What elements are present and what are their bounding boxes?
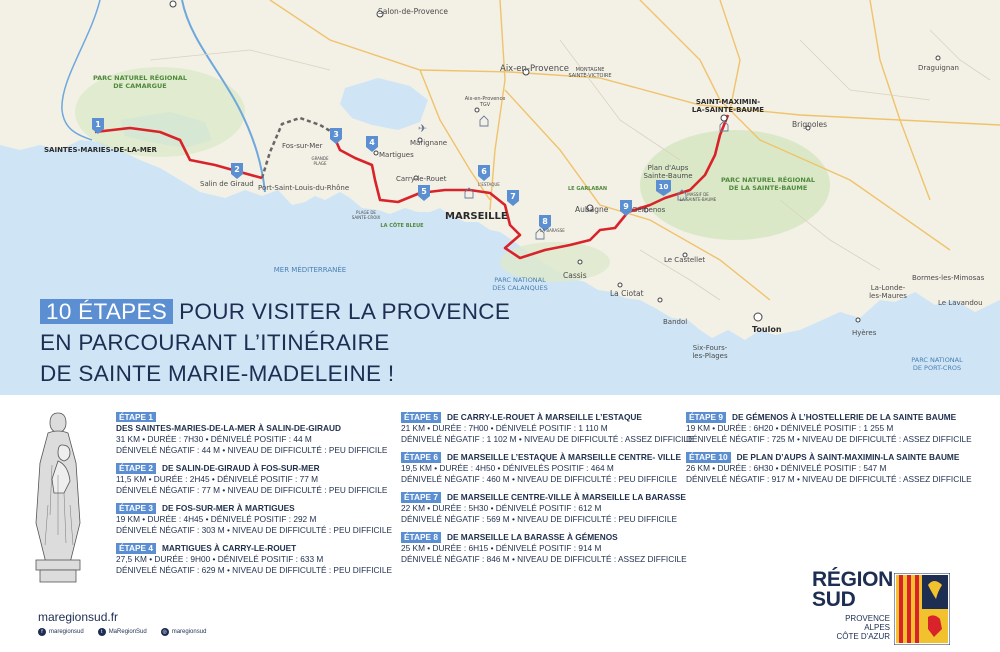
place-aix-tgv-1: Aix-en-Provence bbox=[464, 96, 506, 102]
region-sud-logo bbox=[812, 570, 952, 646]
title-line-3: DE SAINTE MARIE-MADELEINE ! bbox=[40, 361, 395, 386]
stage-9-line1: 19 KM • DURÉE : 6H20 • DÉNIVELÉ POSITIF : 1 255 M bbox=[686, 423, 894, 433]
shield-icon bbox=[894, 573, 950, 645]
stage-9 bbox=[686, 412, 972, 445]
stages-column-2 bbox=[401, 412, 694, 572]
park-portcros-2: DE PORT-CROS bbox=[912, 364, 962, 372]
park-camargue-2: DE CAMARGUE bbox=[113, 82, 167, 90]
place-aix-tgv-2: TGV bbox=[479, 102, 491, 108]
title-line-1 bbox=[40, 296, 510, 327]
place-plage-carry-2: SAINTE-CROIX bbox=[351, 215, 381, 220]
place-la-londe-1: La-Londe- bbox=[870, 284, 906, 292]
park-camargue-1: PARC NATUREL RÉGIONAL bbox=[92, 74, 188, 82]
park-sainte-baume-1: PARC NATUREL RÉGIONAL bbox=[720, 176, 816, 184]
social-facebook-label: maregionsud bbox=[49, 629, 84, 635]
place-massif-1: MASSIF DE bbox=[687, 192, 709, 197]
brand-name bbox=[812, 570, 893, 610]
stage-1-badge: ÉTAPE 1 bbox=[116, 412, 156, 422]
title-line-1-rest: POUR VISITER LA PROVENCE bbox=[179, 299, 511, 324]
brand-sub-line1: PROVENCE bbox=[845, 614, 890, 623]
place-plage-carry-1: PLAGE DE bbox=[356, 210, 376, 215]
place-six-fours-2: les-Plages bbox=[692, 352, 728, 360]
place-carry: Carry-le-Rouet bbox=[396, 175, 447, 183]
statue-illustration bbox=[18, 405, 98, 585]
airport-icon bbox=[418, 122, 427, 135]
social-instagram[interactable] bbox=[161, 628, 207, 636]
stage-1-line2: DÉNIVELÉ NÉGATIF : 44 M • NIVEAU DE DIFFICULTÉ : PEU DIFFICILE bbox=[116, 445, 388, 455]
place-la-londe-2: les-Maures bbox=[869, 292, 907, 300]
place-marignane: Marignane bbox=[410, 139, 448, 147]
stage-4-line2: DÉNIVELÉ NÉGATIF : 629 M • NIVEAU DE DIFFICULTÉ : PEU DIFFICILE bbox=[116, 565, 392, 575]
stage-7-badge: ÉTAPE 7 bbox=[401, 492, 441, 503]
stage-6 bbox=[401, 452, 694, 485]
stage-10 bbox=[686, 452, 972, 485]
sea-label: MER MÉDITERRANÉE bbox=[273, 266, 347, 274]
place-toulon: Toulon bbox=[752, 325, 782, 334]
stage-marker-2-label: 2 bbox=[234, 165, 240, 174]
stage-7-line2: DÉNIVELÉ NÉGATIF : 569 M • NIVEAU DE DIFFICULTÉ : PEU DIFFICILE bbox=[401, 514, 677, 524]
place-sainte-victoire: SAINTE-VICTOIRE bbox=[568, 73, 612, 79]
place-salon: Salon-de-Provence bbox=[378, 7, 449, 16]
place-hyeres: Hyères bbox=[852, 329, 877, 337]
stage-6-badge: ÉTAPE 6 bbox=[401, 452, 441, 463]
stage-7-title: DE MARSEILLE CENTRE-VILLE À MARSEILLE LA BARASSE bbox=[446, 492, 686, 502]
place-saint-max-1: SAINT-MAXIMIN- bbox=[695, 98, 761, 106]
stages-legend bbox=[0, 395, 1000, 652]
place-bandol: Bandol bbox=[663, 318, 688, 326]
place-montagne: MONTAGNE bbox=[575, 67, 605, 73]
title-line-2: EN PARCOURANT L’ITINÉRAIRE bbox=[40, 330, 390, 355]
stage-6-title: DE MARSEILLE L’ESTAQUE À MARSEILLE CENTRE- VILLE bbox=[446, 452, 681, 462]
place-massif-2: LA SAINTE-BAUME bbox=[679, 197, 717, 202]
place-lavandou: Le Lavandou bbox=[938, 299, 983, 307]
stage-4-line1: 27,5 KM • DURÉE : 9H00 • DÉNIVELÉ POSITIF : 633 M bbox=[116, 554, 324, 564]
facebook-icon: f bbox=[38, 628, 46, 636]
place-salin: Salin de Giraud bbox=[200, 180, 254, 188]
stage-marker-1-label: 1 bbox=[95, 120, 101, 129]
website-link[interactable]: maregionsud.fr bbox=[38, 610, 119, 624]
social-instagram-label: maregionsud bbox=[171, 629, 207, 635]
place-cassis: Cassis bbox=[563, 271, 587, 280]
stage-marker-10-label: 10 bbox=[658, 183, 669, 191]
svg-text:✈: ✈ bbox=[418, 122, 428, 135]
stage-5-badge: ÉTAPE 5 bbox=[401, 412, 441, 423]
stages-column-3 bbox=[686, 412, 972, 492]
social-twitter-label: MaRegionSud bbox=[108, 629, 147, 635]
stage-2-line1: 11,5 KM • DURÉE : 2H45 • DÉNIVELÉ POSITIF : 77 M bbox=[116, 474, 319, 484]
stage-marker-4-label: 4 bbox=[369, 138, 375, 147]
twitter-icon: t bbox=[98, 628, 106, 636]
place-barasse: LA BARASSE bbox=[540, 228, 565, 233]
place-grande-plage-1: GRANDE bbox=[311, 156, 329, 161]
park-portcros-1: PARC NATIONAL bbox=[911, 356, 963, 364]
park-sainte-baume-2: DE LA SAINTE-BAUME bbox=[728, 184, 808, 192]
stage-3 bbox=[116, 503, 392, 536]
stage-marker-5-label: 5 bbox=[421, 187, 427, 196]
place-brignoles: Brignoles bbox=[792, 120, 828, 129]
brand-name-line2: SUD bbox=[812, 588, 856, 611]
stage-5 bbox=[401, 412, 694, 445]
stage-2-title: DE SALIN-DE-GIRAUD À FOS-SUR-MER bbox=[161, 463, 320, 473]
stage-6-line1: 19,5 KM • DURÉE : 4H50 • DÉNIVELÉS POSITIF : 464 M bbox=[401, 463, 614, 473]
place-saint-max-2: LA-SAINTE-BAUME bbox=[691, 106, 765, 114]
place-garlaban: LE GARLABAN bbox=[568, 186, 608, 192]
stage-8-title: DE MARSEILLE LA BARASSE À GÉMENOS bbox=[446, 532, 618, 542]
title-highlight: 10 ÉTAPES bbox=[40, 299, 173, 324]
place-cote-bleue: LA CÔTE BLEUE bbox=[380, 223, 424, 229]
place-draguignan: Draguignan bbox=[918, 64, 959, 72]
stage-8-badge: ÉTAPE 8 bbox=[401, 532, 441, 543]
stage-marker-3-label: 3 bbox=[333, 130, 339, 139]
stage-marker-9-label: 9 bbox=[623, 202, 629, 211]
place-la-ciotat: La Ciotat bbox=[610, 289, 644, 298]
stage-7 bbox=[401, 492, 694, 525]
stage-8-line1: 25 KM • DURÉE : 6H15 • DÉNIVELÉ POSITIF : 914 M bbox=[401, 543, 602, 553]
social-facebook[interactable] bbox=[38, 628, 84, 636]
brand-name-line1: RÉGION bbox=[812, 568, 894, 591]
place-aubagne: Aubagne bbox=[575, 205, 609, 214]
stage-1 bbox=[116, 412, 392, 456]
park-calanques-1: PARC NATIONAL bbox=[494, 276, 546, 284]
stage-marker-6-label: 6 bbox=[481, 167, 487, 176]
place-saintes-maries: SAINTES-MARIES-DE-LA-MER bbox=[44, 146, 157, 154]
social-links bbox=[38, 628, 206, 636]
stage-3-badge: ÉTAPE 3 bbox=[116, 503, 156, 514]
poster-title bbox=[40, 296, 510, 389]
stage-2 bbox=[116, 463, 392, 496]
stage-2-line2: DÉNIVELÉ NÉGATIF : 77 M • NIVEAU DE DIFFICULTÉ : PEU DIFFICILE bbox=[116, 485, 388, 495]
place-le-castellet: Le Castellet bbox=[664, 256, 706, 264]
brand-subtitle bbox=[834, 614, 890, 641]
stage-8-line2: DÉNIVELÉ NÉGATIF : 846 M • NIVEAU DE DIFFICULTÉ : ASSEZ DIFFICILE bbox=[401, 554, 687, 564]
stage-10-line1: 26 KM • DURÉE : 6H30 • DÉNIVELÉ POSITIF : 547 M bbox=[686, 463, 887, 473]
stage-1-title: DES SAINTES-MARIES-DE-LA-MER À SALIN-DE-GIRAUD bbox=[116, 423, 341, 433]
place-six-fours-1: Six-Fours- bbox=[692, 344, 728, 352]
place-gemenos: Gémenos bbox=[632, 206, 666, 214]
place-bormes: Bormes-les-Mimosas bbox=[912, 274, 985, 282]
stage-marker-8-label: 8 bbox=[542, 217, 548, 226]
stages-column-1 bbox=[116, 412, 392, 583]
stage-4-title: MARTIGUES À CARRY-LE-ROUET bbox=[161, 543, 297, 553]
stage-9-title: DE GÉMENOS À L’HOSTELLERIE DE LA SAINTE BAUME bbox=[731, 412, 957, 422]
stage-10-line2: DÉNIVELÉ NÉGATIF : 917 M • NIVEAU DE DIFFICULTÉ : ASSEZ DIFFICILE bbox=[686, 474, 972, 484]
brand-sub-line2: ALPES bbox=[864, 623, 890, 632]
stage-2-badge: ÉTAPE 2 bbox=[116, 463, 156, 474]
place-grande-plage-2: PLAGE bbox=[313, 161, 327, 166]
stage-5-line2: DÉNIVELÉ NÉGATIF : 1 102 M • NIVEAU DE DIFFICULTÉ : ASSEZ DIFFICILE bbox=[401, 434, 694, 444]
stage-5-title: DE CARRY-LE-ROUET À MARSEILLE L’ESTAQUE bbox=[446, 412, 642, 422]
stage-9-line2: DÉNIVELÉ NÉGATIF : 725 M • NIVEAU DE DIFFICULTÉ : ASSEZ DIFFICILE bbox=[686, 434, 972, 444]
stage-6-line2: DÉNIVELÉ NÉGATIF : 460 M • NIVEAU DE DIFFICULTÉ : PEU DIFFICILE bbox=[401, 474, 677, 484]
place-estaque: L'ESTAQUE bbox=[478, 182, 500, 187]
stage-7-line1: 22 KM • DURÉE : 5H30 • DÉNIVELÉ POSITIF : 612 M bbox=[401, 503, 602, 513]
place-plan-1: Plan d'Aups bbox=[647, 164, 689, 172]
place-fos: Fos-sur-Mer bbox=[282, 142, 323, 150]
stage-marker-7-label: 7 bbox=[510, 192, 516, 201]
stage-4-badge: ÉTAPE 4 bbox=[116, 543, 156, 554]
place-plan-2: Sainte-Baume bbox=[643, 172, 693, 180]
stage-9-badge: ÉTAPE 9 bbox=[686, 412, 726, 423]
stage-3-title: DE FOS-SUR-MER À MARTIGUES bbox=[161, 503, 295, 513]
place-martigues: Martigues bbox=[379, 151, 414, 159]
stage-10-title: DE PLAN D’AUPS À SAINT-MAXIMIN-LA SAINTE BAUME bbox=[736, 452, 960, 462]
stage-3-line1: 19 KM • DURÉE : 4H45 • DÉNIVELÉ POSITIF : 292 M bbox=[116, 514, 317, 524]
place-marseille: MARSEILLE bbox=[445, 211, 508, 222]
stage-10-badge: ÉTAPE 10 bbox=[686, 452, 731, 463]
place-aix: Aix-en-Provence bbox=[500, 64, 569, 74]
stage-3-line2: DÉNIVELÉ NÉGATIF : 303 M • NIVEAU DE DIFFICULTÉ : PEU DIFFICILE bbox=[116, 525, 392, 535]
stage-8 bbox=[401, 532, 694, 565]
park-calanques-2: DES CALANQUES bbox=[492, 284, 548, 292]
place-port-st-louis: Port-Saint-Louis-du-Rhône bbox=[258, 184, 350, 192]
brand-sub-line3: CÔTE D'AZUR bbox=[836, 632, 890, 641]
stage-5-line1: 21 KM • DURÉE : 7H00 • DÉNIVELÉ POSITIF : 1 110 M bbox=[401, 423, 608, 433]
social-twitter[interactable] bbox=[98, 628, 147, 636]
stage-1-line1: 31 KM • DURÉE : 7H30 • DÉNIVELÉ POSITIF : 44 M bbox=[116, 434, 312, 444]
stage-4 bbox=[116, 543, 392, 576]
instagram-icon: ◎ bbox=[162, 629, 167, 635]
